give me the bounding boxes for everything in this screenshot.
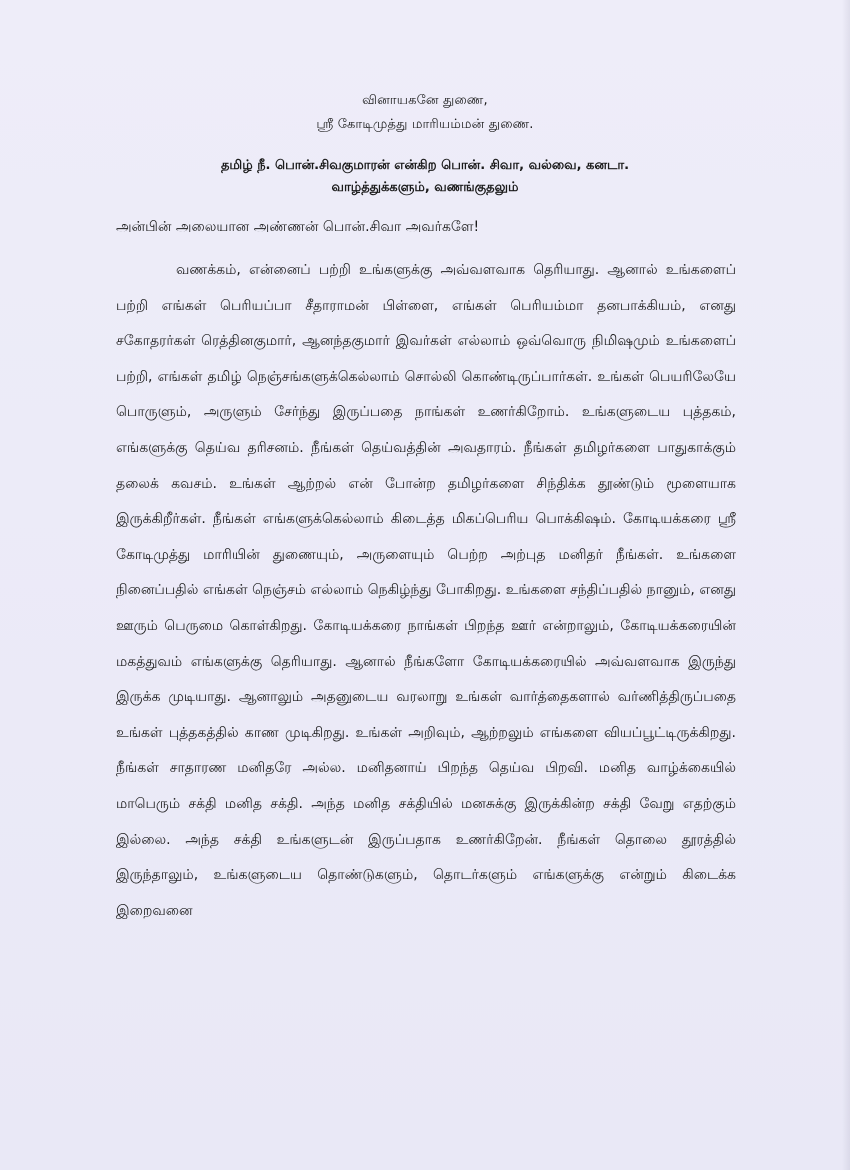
invocation-line-1: வினாயகனே துணை, (362, 93, 488, 108)
letter-body-paragraph: வணக்கம், என்னைப் பற்றி உங்களுக்கு அவ்வளவாக தெரியாது. ஆனால் உங்களைப் பற்றி எங்கள் பெரியப்பா சீதாராமன் பிள்ளை, எங்கள் பெரியம்மா தனபாக்கியம், எனது சகோதரர்கள் ரெத்தினகுமார், ஆனந்தகுமார் இவர்கள் எல்லாம் ஒவ்வொரு நிமிஷமும் உங்களைப் பற்றி, எங்கள் தமிழ் நெஞ்சங்களுக்கெல்லாம் சொல்லி கொண்டிருப்பார்கள். உங்கள் பெயரிலேயே பொருளும், அருளும் சேர்ந்து இருப்பதை நாங்கள் உணர்கிறோம். உங்களுடைய புத்தகம், எங்களுக்கு தெய்வ தரிசனம். நீங்கள் தெய்வத்தின் அவதாரம். நீங்கள் தமிழர்களை பாதுகாக்கும் தலைக் கவசம். உங்கள் ஆற்றல் என் போன்ற தமிழர்களை சிந்திக்க தூண்டும் மூளையாக இருக்கிறீர்கள். நீங்கள் எங்களுக்கெல்லாம் கிடைத்த மிகப்பெரிய பொக்கிஷம். கோடியக்கரை ஸ்ரீ கோடிமுத்து மாரியின் துணையும், அருளையும் பெற்ற அற்புத மனிதர் நீங்கள். உங்களை நினைப்பதில் எங்கள் நெஞ்சம் எல்லாம் நெகிழ்ந்து போகிறது. உங்களை சந்திப்பதில் நானும், எனது ஊரும் பெருமை கொள்கிறது. கோடியக்கரை நாங்கள் பிறந்த ஊர் என்றாலும், கோடியக்கரையின் மகத்துவம் எங்களுக்கு தெரியாது. ஆனால் நீங்களோ கோடியக்கரையில் அவ்வளவாக இருந்து இருக்க முடியாது. ஆனாலும் அதனுடைய வரலாறு உங்கள் வார்த்தைகளால் வர்ணித்திருப்பதை உங்கள் புத்தகத்தில் காண முடிகிறது. உங்கள் அறிவும், ஆற்றலும் எங்களை வியப்பூட்டிருக்கிறது. நீங்கள் சாதாரண மனிதரே அல்ல. மனிதனாய் பிறந்த தெய்வ பிறவி. மனித வாழ்க்கையில் மாபெரும் சக்தி மனித சக்தி. அந்த மனித சக்தியில் மனசுக்கு இருக்கின்ற சக்தி வேறு எதற்கும் இல்லை. அந்த சக்தி உங்களுடன் இருப்பதாக உணர்கிறேன். நீங்கள் தொலை தூரத்தில் இருந்தாலும், உங்களுடைய தொண்டுகளும், தொடர்களும் எங்களுக்கு என்றும் கிடைக்க இறைவனை (116, 262, 736, 919)
salutation: அன்பின் அலையான அண்ணன் பொன்.சிவா அவர்களே! (116, 219, 480, 235)
invocation-line-2: ஸ்ரீ கோடிமுத்து மாரியம்மன் துணை. (316, 117, 534, 132)
letter-title-line-2: வாழ்த்துக்களும், வணங்குதலும் (331, 180, 519, 195)
letter-title-line-1: தமிழ் நீ. பொன்.சிவகுமாரன் என்கிற பொன். சிவா, வல்வை, கனடா. (220, 158, 630, 173)
paper-edge-shadow (842, 0, 850, 1170)
